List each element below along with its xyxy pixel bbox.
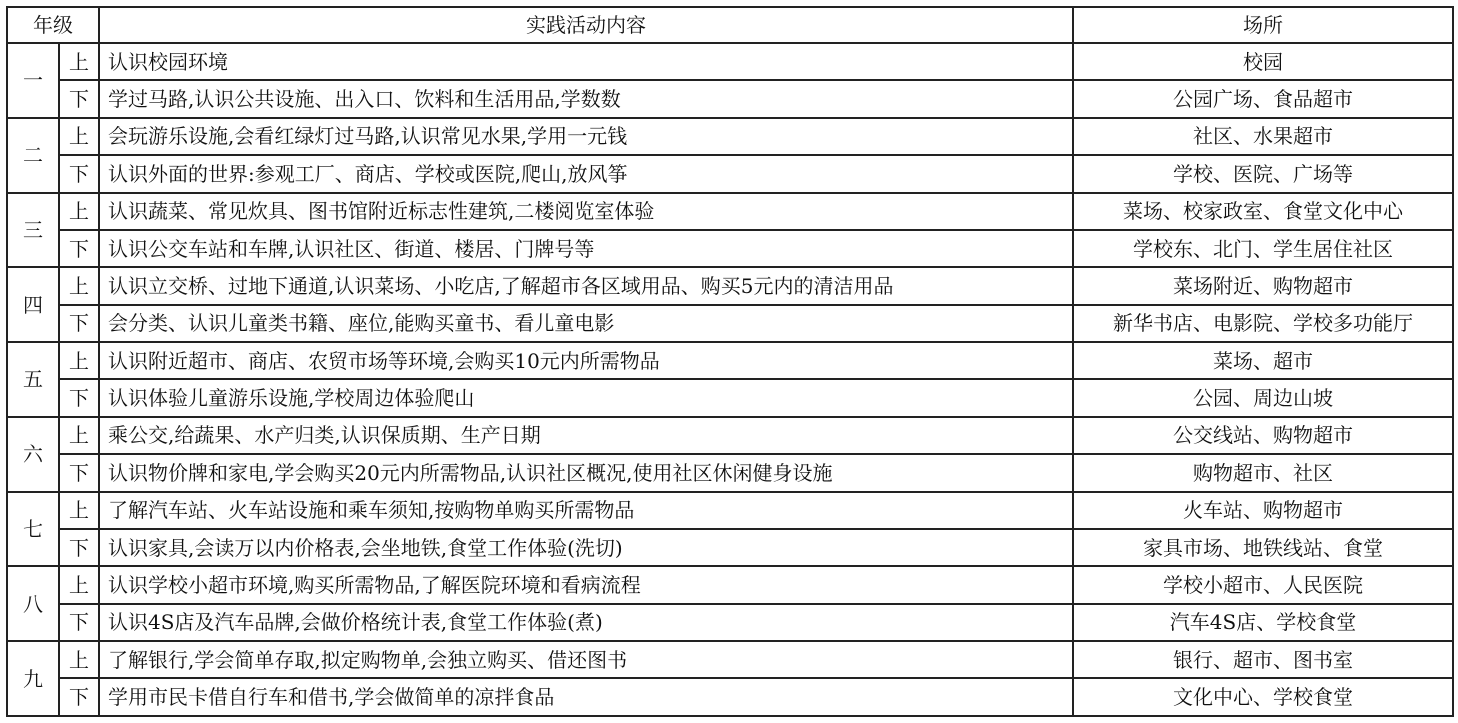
- place-cell: 菜场附近、购物超市: [1073, 267, 1453, 304]
- table-row: [7, 193, 1453, 230]
- grade-cell: 三: [7, 193, 59, 268]
- place-cell: 校园: [1073, 43, 1453, 80]
- term-cell: 上: [59, 267, 99, 304]
- term-cell: 上: [59, 641, 99, 678]
- place-cell: 菜场、超市: [1073, 342, 1453, 379]
- term-cell: 下: [59, 155, 99, 192]
- table-header-row: [7, 7, 1453, 43]
- place-cell: 文化中心、学校食堂: [1073, 678, 1453, 716]
- grade-cell: 五: [7, 342, 59, 417]
- table-row: [7, 230, 1453, 267]
- content-cell: 认识校园环境: [99, 43, 1073, 80]
- table-row: [7, 379, 1453, 416]
- grade-cell: 九: [7, 641, 59, 716]
- table-row: [7, 566, 1453, 603]
- term-cell: 上: [59, 417, 99, 454]
- place-cell: 银行、超市、图书室: [1073, 641, 1453, 678]
- term-cell: 下: [59, 529, 99, 566]
- table-row: [7, 305, 1453, 342]
- place-cell: 公交线站、购物超市: [1073, 417, 1453, 454]
- grade-cell: 八: [7, 566, 59, 641]
- table-row: [7, 80, 1453, 117]
- activity-table: [6, 6, 1454, 717]
- content-cell: 认识立交桥、过地下通道,认识菜场、小吃店,了解超市各区域用品、购买5元内的清洁用品: [99, 267, 1073, 304]
- grade-cell: 一: [7, 43, 59, 118]
- term-cell: 上: [59, 193, 99, 230]
- content-cell: 认识体验儿童游乐设施,学校周边体验爬山: [99, 379, 1073, 416]
- content-cell: 会分类、认识儿童类书籍、座位,能购买童书、看儿童电影: [99, 305, 1073, 342]
- table-row: [7, 604, 1453, 641]
- table-row: [7, 678, 1453, 716]
- term-cell: 下: [59, 230, 99, 267]
- table-row: [7, 267, 1453, 304]
- header-content: 实践活动内容: [99, 7, 1073, 43]
- place-cell: 社区、水果超市: [1073, 118, 1453, 155]
- place-cell: 新华书店、电影院、学校多功能厅: [1073, 305, 1453, 342]
- content-cell: 认识外面的世界:参观工厂、商店、学校或医院,爬山,放风筝: [99, 155, 1073, 192]
- content-cell: 乘公交,给蔬果、水产归类,认识保质期、生产日期: [99, 417, 1073, 454]
- term-cell: 上: [59, 342, 99, 379]
- table-row: [7, 118, 1453, 155]
- content-cell: 认识蔬菜、常见炊具、图书馆附近标志性建筑,二楼阅览室体验: [99, 193, 1073, 230]
- place-cell: 学校小超市、人民医院: [1073, 566, 1453, 603]
- content-cell: 认识公交车站和车牌,认识社区、街道、楼居、门牌号等: [99, 230, 1073, 267]
- term-cell: 下: [59, 80, 99, 117]
- term-cell: 下: [59, 379, 99, 416]
- term-cell: 下: [59, 678, 99, 716]
- content-cell: 了解汽车站、火车站设施和乘车须知,按购物单购买所需物品: [99, 492, 1073, 529]
- content-cell: 学用市民卡借自行车和借书,学会做简单的凉拌食品: [99, 678, 1073, 716]
- term-cell: 下: [59, 604, 99, 641]
- content-cell: 学过马路,认识公共设施、出入口、饮料和生活用品,学数数: [99, 80, 1073, 117]
- content-cell: 认识家具,会读万以内价格表,会坐地铁,食堂工作体验(洗切): [99, 529, 1073, 566]
- content-cell: 会玩游乐设施,会看红绿灯过马路,认识常见水果,学用一元钱: [99, 118, 1073, 155]
- place-cell: 购物超市、社区: [1073, 454, 1453, 491]
- table-row: [7, 454, 1453, 491]
- content-cell: 认识附近超市、商店、农贸市场等环境,会购买10元内所需物品: [99, 342, 1073, 379]
- content-cell: 了解银行,学会简单存取,拟定购物单,会独立购买、借还图书: [99, 641, 1073, 678]
- place-cell: 火车站、购物超市: [1073, 492, 1453, 529]
- content-cell: 认识4S店及汽车品牌,会做价格统计表,食堂工作体验(煮): [99, 604, 1073, 641]
- table-row: [7, 641, 1453, 678]
- table-row: [7, 529, 1453, 566]
- place-cell: 学校、医院、广场等: [1073, 155, 1453, 192]
- grade-cell: 六: [7, 417, 59, 492]
- place-cell: 学校东、北门、学生居住社区: [1073, 230, 1453, 267]
- grade-cell: 七: [7, 492, 59, 567]
- content-cell: 认识物价牌和家电,学会购买20元内所需物品,认识社区概况,使用社区休闲健身设施: [99, 454, 1073, 491]
- header-grade: 年级: [7, 7, 99, 43]
- place-cell: 家具市场、地铁线站、食堂: [1073, 529, 1453, 566]
- table-row: [7, 417, 1453, 454]
- term-cell: 上: [59, 492, 99, 529]
- term-cell: 上: [59, 43, 99, 80]
- table-row: [7, 342, 1453, 379]
- grade-cell: 四: [7, 267, 59, 342]
- header-place: 场所: [1073, 7, 1453, 43]
- term-cell: 下: [59, 305, 99, 342]
- table-body: [7, 43, 1453, 716]
- place-cell: 公园、周边山坡: [1073, 379, 1453, 416]
- grade-cell: 二: [7, 118, 59, 193]
- place-cell: 公园广场、食品超市: [1073, 80, 1453, 117]
- place-cell: 菜场、校家政室、食堂文化中心: [1073, 193, 1453, 230]
- term-cell: 上: [59, 566, 99, 603]
- table-row: [7, 43, 1453, 80]
- term-cell: 下: [59, 454, 99, 491]
- content-cell: 认识学校小超市环境,购买所需物品,了解医院环境和看病流程: [99, 566, 1073, 603]
- place-cell: 汽车4S店、学校食堂: [1073, 604, 1453, 641]
- table-row: [7, 492, 1453, 529]
- term-cell: 上: [59, 118, 99, 155]
- table-row: [7, 155, 1453, 192]
